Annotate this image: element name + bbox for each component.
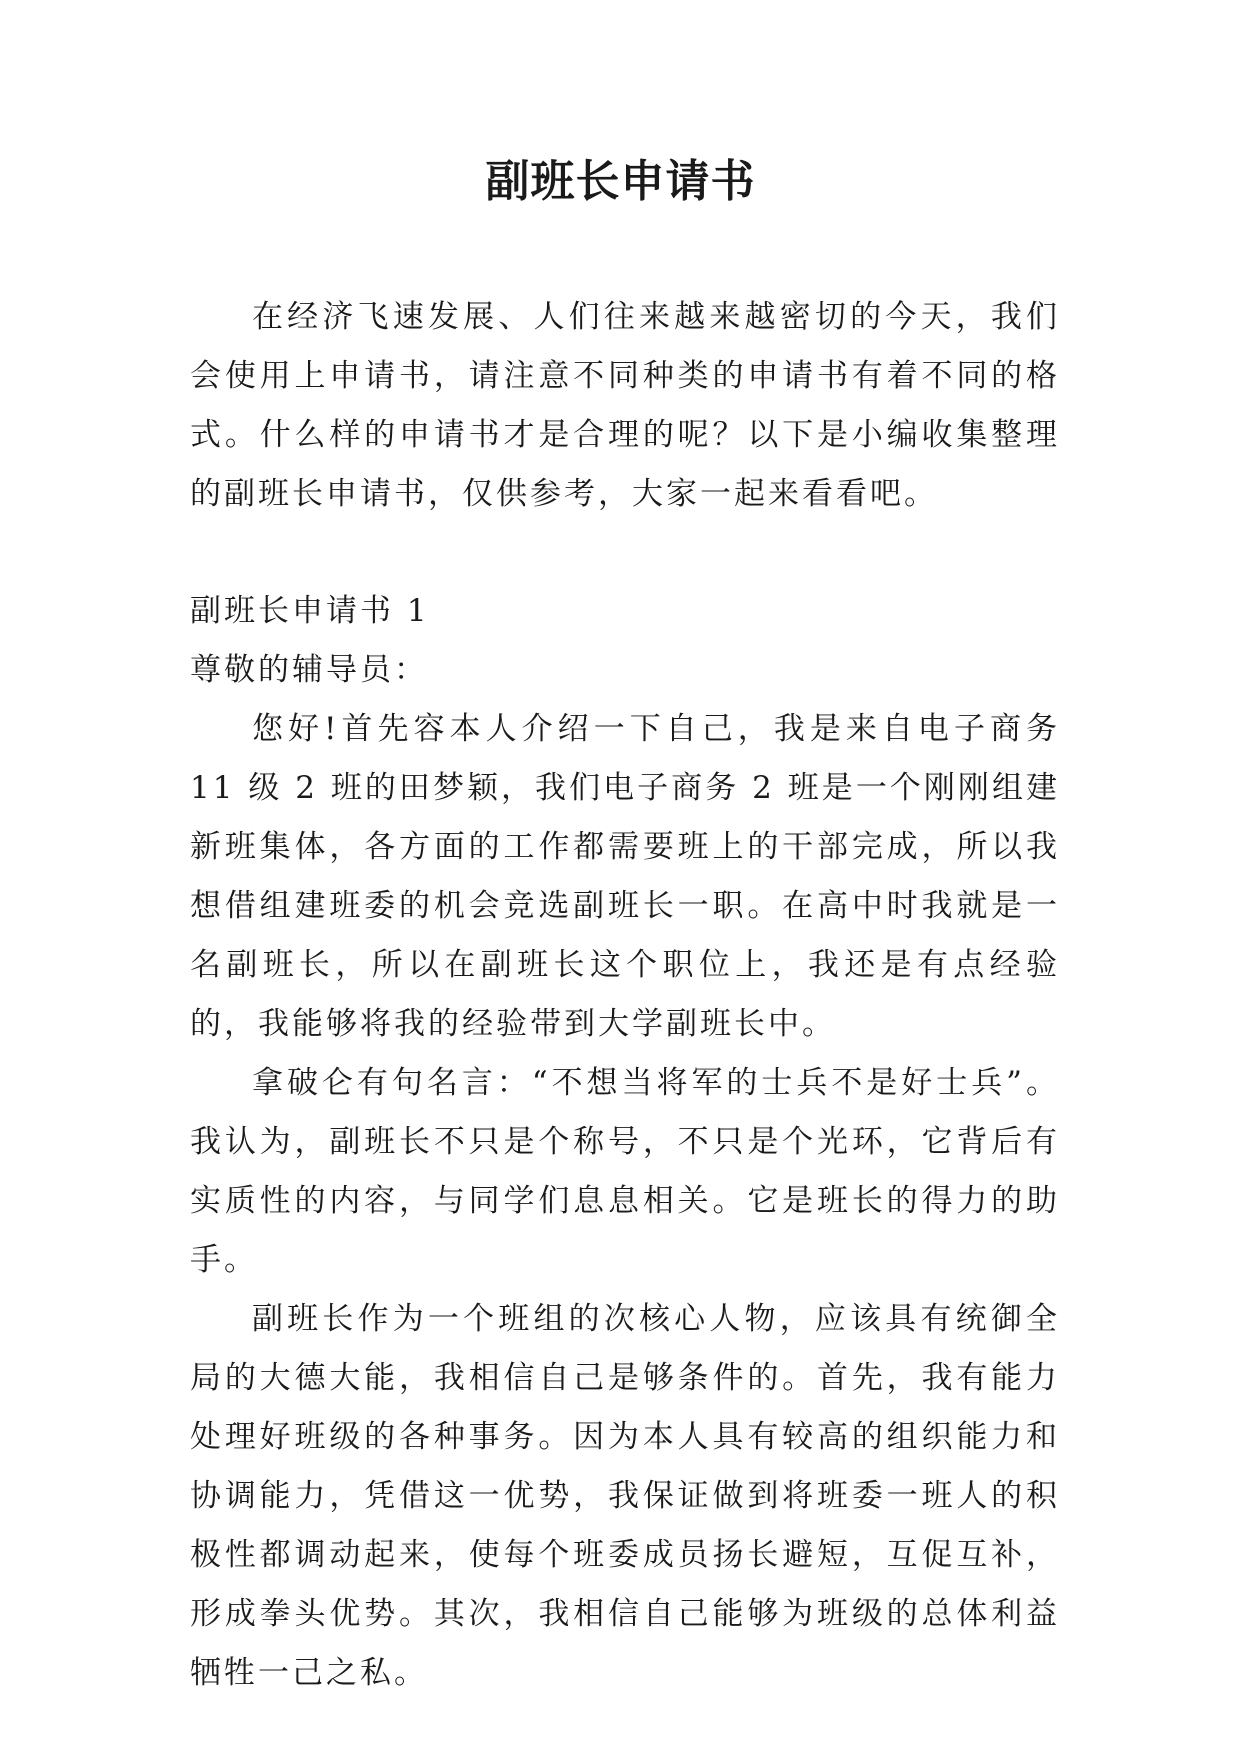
intro-paragraph: 在经济飞速发展、人们往来越来越密切的今天，我们会使用上申请书，请注意不同种类的申请书有着不同的格式。什么样的申请书才是合理的呢？以下是小编收集整理的副班长申请书，仅供参考，大家一起来看看吧。 [190,299,1060,512]
document-title: 副班长申请书 [485,156,756,207]
body-paragraph-3: 副班长作为一个班组的次核心人物，应该具有统御全局的大德大能，我相信自己是够条件的。首先，我有能力处理好班级的各种事务。因为本人具有较高的组织能力和协调能力，凭借这一优势，我保证做到将班委一班人的积极性都调动起来，使每个班委成员扬长避短，互促互补，形成拳头优势。其次，我相信自己能够为班级的总体利益牺牲一己之私。 [190,1301,1060,1691]
salutation: 尊敬的辅导员： [190,652,428,688]
body-paragraph-2: 拿破仑有句名言：“不想当将军的士兵不是好士兵”。我认为，副班长不只是个称号，不只是个光环，它背后有实质性的内容，与同学们息息相关。它是班长的得力的助手。 [190,1065,1060,1278]
section-heading: 副班长申请书 1 [190,593,430,629]
document-body [190,288,1060,1703]
body-paragraph-1: 您好!首先容本人介绍一下自己，我是来自电子商务 11 级 2 班的田梦颖，我们电子商务 2 班是一个刚刚组建新班集体，各方面的工作都需要班上的干部完成，所以我想借组建班委的机会竞选副班长一职。在高中时我就是一名副班长，所以在副班长这个职位上，我还是有点经验的，我能够将我的经验带到大学副班长中。 [190,711,1060,1042]
